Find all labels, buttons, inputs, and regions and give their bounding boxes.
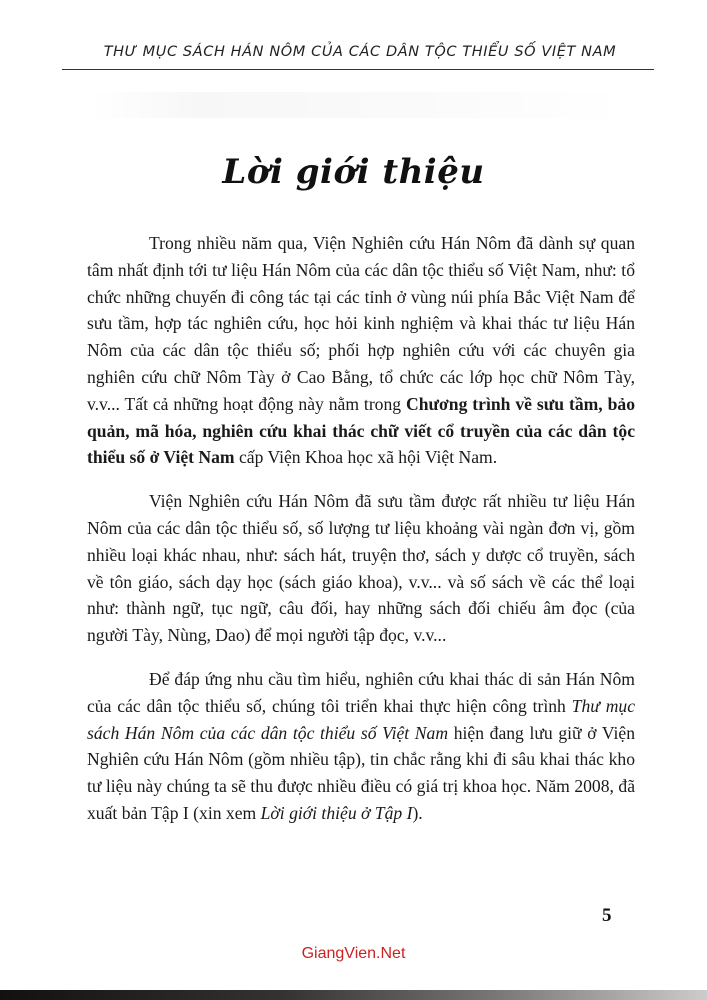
paragraph-3-text-b: hiện đang lưu giữ ở Viện Nghiên cứu Hán Nôm (gồm nhiều tập), tin chắc rằng khi đi sâu khai thác kho tư liệu này chúng ta sẽ thu được nhiều điều có giá trị khoa học. Năm 2008, đã xuất bản Tập I (xin xem (87, 722, 636, 823)
page-number: 5 (602, 905, 612, 926)
paragraph-3-italic-b: Lời giới thiệu ở Tập I (260, 802, 413, 823)
paragraph-1-text-a: Trong nhiều năm qua, Viện Nghiên cứu Hán Nôm đã dành sự quan tâm nhất định tới tư liệu Hán Nôm của các dân tộc thiểu số Việt Nam, như: tổ chức những chuyến đi công tác tại các tỉnh ở vùng núi phía Bắc Việt Nam để sưu tầm, hợp tác nghiên cứu, học hỏi kinh nghiệm và khai thác tư liệu Hán Nôm của các dân tộc thiểu số; phối hợp nghiên cứu với các chuyên gia nghiên cứu chữ Nôm Tày ở Cao Bằng, tổ chức các lớp học chữ Nôm Tày, v.v... Tất cả những hoạt động này nằm trong (87, 233, 635, 414)
paragraph-2: Viện Nghiên cứu Hán Nôm đã sưu tầm được rất nhiều tư liệu Hán Nôm của các dân tộc thiểu số, số lượng tư liệu khoảng vài ngàn đơn vị, gồm nhiều loại khác nhau, như: sách hát, truyện thơ, sách y dược cổ truyền, sách về tôn giáo, sách dạy học (sách giáo khoa), v.v... và số sách về các thể loại như: thành ngữ, tục ngữ, câu đối, hay những sách đối chiếu âm đọc (của người Tày, Nùng, Dao) để mọi người tập đọc, v.v... (87, 491, 635, 646)
paragraph-1-text-b: cấp Viện Khoa học xã hội Việt Nam. (234, 447, 498, 468)
header-rule (62, 69, 654, 70)
watermark-link[interactable]: GiangVien.Net (301, 945, 406, 962)
paragraph-3-text-c: ). (412, 802, 423, 823)
scan-edge-shadow (0, 990, 707, 1000)
paragraph-3-text-a: Để đáp ứng nhu cầu tìm hiểu, nghiên cứu khai thác di sản Hán Nôm của các dân tộc thiểu số, chúng tôi triển khai thực hiện công trình (87, 668, 635, 716)
show-through-bleed (90, 92, 630, 118)
running-header: THƯ MỤC SÁCH HÁN NÔM CỦA CÁC DÂN TỘC THIỂU SỐ VIỆT NAM (103, 44, 617, 60)
page-title: Lời giới thiệu (222, 152, 485, 192)
paragraph-3 (87, 666, 635, 827)
paragraph-1 (87, 230, 635, 471)
paragraph-3-italic-a: Thư mục sách Hán Nôm của các dân tộc thiểu số Việt Nam (87, 695, 636, 743)
body-text (87, 230, 635, 844)
paragraph-1-bold: Chương trình về sưu tầm, bảo quản, mã hóa, nghiên cứu khai thác chữ viết cổ truyền của các dân tộc thiểu số ở Việt Nam (87, 393, 636, 468)
